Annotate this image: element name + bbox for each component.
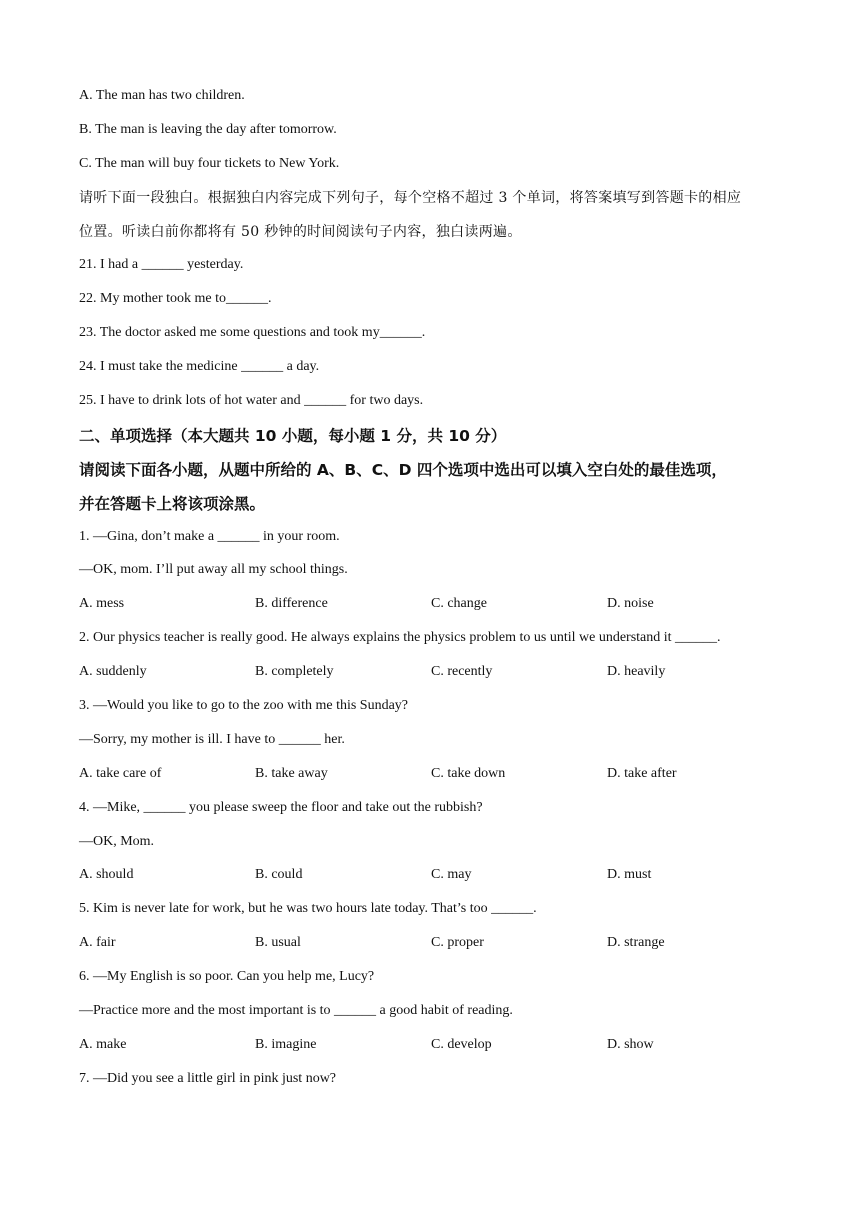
question-5-option-a: A. fair: [79, 935, 116, 951]
question-5-options: [79, 933, 789, 953]
question-4-option-c: C. may: [431, 867, 472, 883]
question-6-option-d: D. show: [607, 1036, 654, 1052]
question-3-stem: 3. —Would you like to go to the zoo with me this Sunday?: [79, 698, 409, 714]
question-1-option-b: B. difference: [255, 596, 328, 612]
question-1-stem: 1. —Gina, don’t make a ______ in your room.: [79, 528, 340, 544]
section-2-instruction-line-2: 并在答题卡上将该项涂黑。: [79, 494, 266, 513]
fill-blank-21: 21. I had a ______ yesterday.: [79, 257, 244, 273]
question-6-options: [79, 1035, 789, 1055]
question-3-option-a: A. take care of: [79, 765, 162, 781]
question-4-option-a: A. should: [79, 867, 134, 883]
question-3-reply: —Sorry, my mother is ill. I have to ______ her.: [79, 731, 345, 747]
question-2-option-c: C. recently: [431, 664, 493, 680]
page-content: [79, 86, 789, 1103]
question-5-option-c: C. proper: [431, 935, 484, 951]
question-6-option-c: C. develop: [431, 1036, 492, 1052]
question-6-reply: —Practice more and the most important is to ______ a good habit of reading.: [79, 1003, 513, 1019]
fill-blank-23: 23. The doctor asked me some questions and took my______.: [79, 325, 426, 341]
question-2-option-a: A. suddenly: [79, 664, 147, 680]
question-6-option-b: B. imagine: [255, 1036, 317, 1052]
question-1-option-c: C. change: [431, 596, 487, 612]
question-1-option-a: A. mess: [79, 596, 125, 612]
question-4-reply: —OK, Mom.: [79, 833, 155, 849]
previous-option-c: C. The man will buy four tickets to New York.: [79, 155, 340, 171]
question-2-option-d: D. heavily: [607, 664, 666, 680]
question-1-reply: —OK, mom. I’ll put away all my school things.: [79, 562, 348, 578]
section-2-instruction-line-1: 请阅读下面各小题，从题中所给的 A、B、C、D 四个选项中选出可以填入空白处的最佳选项，: [79, 460, 727, 479]
question-3-option-d: D. take after: [607, 765, 677, 781]
fill-blank-25: 25. I have to drink lots of hot water and ______ for two days.: [79, 393, 424, 409]
section-2-title: 二、单项选择（本大题共 10 小题，每小题 1 分，共 10 分）: [79, 426, 507, 445]
question-3-option-c: C. take down: [431, 765, 506, 781]
question-7-stem: 7. —Did you see a little girl in pink just now?: [79, 1070, 337, 1086]
question-3-option-b: B. take away: [255, 765, 328, 781]
question-1-option-d: D. noise: [607, 596, 654, 612]
question-5-option-d: D. strange: [607, 935, 665, 951]
fill-blank-24: 24. I must take the medicine ______ a day.: [79, 359, 320, 375]
question-5-stem: 5. Kim is never late for work, but he was two hours late today. That’s too ______.: [79, 901, 537, 917]
question-4-option-d: D. must: [607, 867, 652, 883]
question-1-options: [79, 594, 789, 614]
fill-blank-22: 22. My mother took me to______.: [79, 291, 272, 307]
question-2-options: [79, 662, 789, 682]
question-4-option-b: B. could: [255, 867, 303, 883]
question-2-stem: 2. Our physics teacher is really good. He always explains the physics problem to us until we understand it ______.: [79, 630, 721, 646]
question-4-options: [79, 865, 789, 885]
question-2-option-b: B. completely: [255, 664, 334, 680]
monologue-instruction-line-1: 请听下面一段独白。根据独白内容完成下列句子，每个空格不超过 3 个单词，将答案填写到答题卡的相应: [79, 189, 742, 206]
question-4-stem: 4. —Mike, ______ you please sweep the floor and take out the rubbish?: [79, 799, 483, 815]
question-3-options: [79, 764, 789, 784]
previous-option-a: A. The man has two children.: [79, 88, 245, 103]
previous-option-b: B. The man is leaving the day after tomorrow.: [79, 121, 337, 137]
question-6-option-a: A. make: [79, 1036, 127, 1052]
monologue-instruction-line-2: 位置。听读白前你都将有 50 秒钟的时间阅读句子内容，独白读两遍。: [79, 223, 522, 240]
question-5-option-b: B. usual: [255, 935, 301, 951]
question-6-stem: 6. —My English is so poor. Can you help me, Lucy?: [79, 969, 375, 985]
